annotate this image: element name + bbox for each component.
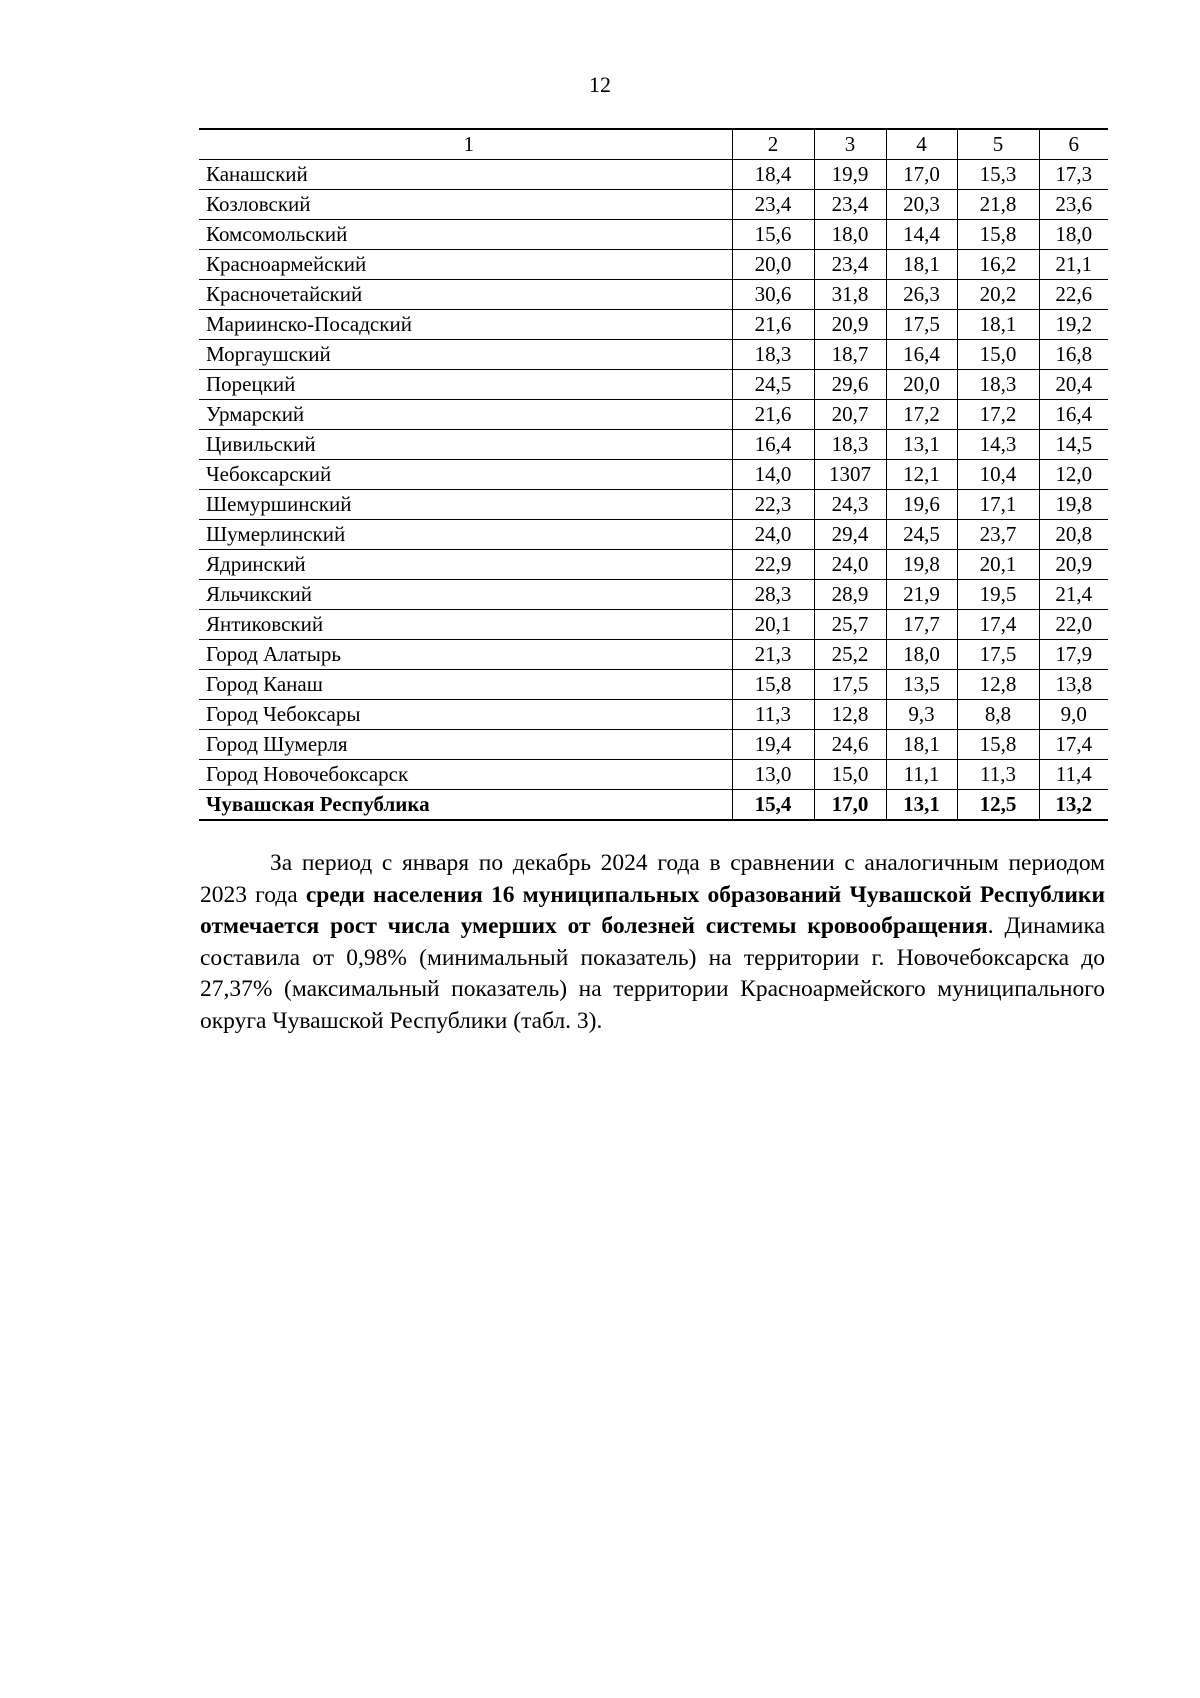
value-cell: 13,1 [886, 430, 957, 460]
table-row [199, 520, 1108, 550]
table-body [199, 129, 1108, 820]
district-name-cell: Яльчикский [199, 580, 732, 610]
value-cell: 17,7 [886, 610, 957, 640]
value-cell: 15,0 [957, 340, 1039, 370]
value-cell: 21,3 [732, 640, 814, 670]
district-name-cell: Город Новочебоксарск [199, 760, 732, 790]
value-cell: 19,9 [814, 160, 886, 190]
table-row [199, 250, 1108, 280]
value-cell: 22,9 [732, 550, 814, 580]
value-cell: 26,3 [886, 280, 957, 310]
value-cell: 17,0 [886, 160, 957, 190]
total-name-cell: Чувашская Республика [199, 790, 732, 821]
value-cell: 17,5 [957, 640, 1039, 670]
table-row [199, 610, 1108, 640]
table-row [199, 580, 1108, 610]
value-cell: 19,5 [957, 580, 1039, 610]
value-cell: 21,9 [886, 580, 957, 610]
table-row [199, 730, 1108, 760]
table-row [199, 160, 1108, 190]
header-cell: 3 [814, 129, 886, 160]
value-cell: 21,8 [957, 190, 1039, 220]
value-cell: 15,8 [957, 220, 1039, 250]
value-cell: 10,4 [957, 460, 1039, 490]
value-cell: 20,7 [814, 400, 886, 430]
district-name-cell: Красночетайский [199, 280, 732, 310]
value-cell: 17,2 [957, 400, 1039, 430]
value-cell: 11,4 [1039, 760, 1108, 790]
header-cell: 5 [957, 129, 1039, 160]
value-cell: 24,3 [814, 490, 886, 520]
value-cell: 25,2 [814, 640, 886, 670]
value-cell: 13,1 [886, 790, 957, 821]
header-cell: 2 [732, 129, 814, 160]
value-cell: 23,7 [957, 520, 1039, 550]
value-cell: 14,3 [957, 430, 1039, 460]
district-name-cell: Красноармейский [199, 250, 732, 280]
table-row [199, 700, 1108, 730]
value-cell: 15,0 [814, 760, 886, 790]
value-cell: 24,0 [732, 520, 814, 550]
value-cell: 15,8 [732, 670, 814, 700]
value-cell: 19,6 [886, 490, 957, 520]
district-name-cell: Чебоксарский [199, 460, 732, 490]
value-cell: 20,9 [1039, 550, 1108, 580]
value-cell: 18,1 [886, 250, 957, 280]
district-name-cell: Город Алатырь [199, 640, 732, 670]
value-cell: 18,0 [814, 220, 886, 250]
value-cell: 22,6 [1039, 280, 1108, 310]
value-cell: 12,0 [1039, 460, 1108, 490]
value-cell: 23,4 [814, 250, 886, 280]
value-cell: 16,2 [957, 250, 1039, 280]
value-cell: 17,5 [814, 670, 886, 700]
value-cell: 17,5 [886, 310, 957, 340]
header-cell: 1 [199, 129, 732, 160]
value-cell: 16,4 [886, 340, 957, 370]
table-row [199, 430, 1108, 460]
value-cell: 23,4 [732, 190, 814, 220]
table-row [199, 640, 1108, 670]
district-name-cell: Шумерлинский [199, 520, 732, 550]
value-cell: 18,3 [957, 370, 1039, 400]
table-header-row [199, 129, 1108, 160]
table-row [199, 340, 1108, 370]
value-cell: 17,9 [1039, 640, 1108, 670]
value-cell: 11,3 [732, 700, 814, 730]
value-cell: 12,8 [957, 670, 1039, 700]
value-cell: 29,6 [814, 370, 886, 400]
district-name-cell: Ядринский [199, 550, 732, 580]
value-cell: 21,4 [1039, 580, 1108, 610]
value-cell: 17,4 [957, 610, 1039, 640]
district-name-cell: Город Шумерля [199, 730, 732, 760]
value-cell: 19,4 [732, 730, 814, 760]
value-cell: 20,3 [886, 190, 957, 220]
value-cell: 14,5 [1039, 430, 1108, 460]
value-cell: 12,1 [886, 460, 957, 490]
district-name-cell: Город Канаш [199, 670, 732, 700]
table-row [199, 550, 1108, 580]
value-cell: 17,0 [814, 790, 886, 821]
value-cell: 20,2 [957, 280, 1039, 310]
district-name-cell: Урмарский [199, 400, 732, 430]
paragraph-text: . Динамика составила от 0,98% (минимальный показатель) на территории г. Новочебоксарска до 27,37% (максимальный показатель) на территории Красноармейского муниципального округа Чувашской Республики (табл. 3). [200, 913, 1105, 1034]
value-cell: 12,8 [814, 700, 886, 730]
value-cell: 18,1 [886, 730, 957, 760]
header-cell: 6 [1039, 129, 1108, 160]
paragraph-text: За период с января по декабрь 2024 года в сравнении с аналогичным периодом 2023 года [200, 850, 1105, 908]
table-total-row [199, 790, 1108, 821]
district-name-cell: Янтиковский [199, 610, 732, 640]
value-cell: 20,1 [732, 610, 814, 640]
district-name-cell: Мариинско-Посадский [199, 310, 732, 340]
value-cell: 17,1 [957, 490, 1039, 520]
table-row [199, 220, 1108, 250]
value-cell: 21,6 [732, 400, 814, 430]
value-cell: 25,7 [814, 610, 886, 640]
body-paragraph [200, 848, 1105, 1037]
value-cell: 14,0 [732, 460, 814, 490]
district-name-cell: Порецкий [199, 370, 732, 400]
value-cell: 8,8 [957, 700, 1039, 730]
header-cell: 4 [886, 129, 957, 160]
value-cell: 18,4 [732, 160, 814, 190]
district-name-cell: Цивильский [199, 430, 732, 460]
value-cell: 18,1 [957, 310, 1039, 340]
value-cell: 23,6 [1039, 190, 1108, 220]
value-cell: 22,3 [732, 490, 814, 520]
value-cell: 23,4 [814, 190, 886, 220]
value-cell: 24,5 [732, 370, 814, 400]
value-cell: 18,3 [814, 430, 886, 460]
district-name-cell: Моргаушский [199, 340, 732, 370]
value-cell: 9,3 [886, 700, 957, 730]
district-name-cell: Шемуршинский [199, 490, 732, 520]
value-cell: 18,0 [886, 640, 957, 670]
value-cell: 30,6 [732, 280, 814, 310]
district-name-cell: Козловский [199, 190, 732, 220]
value-cell: 21,1 [1039, 250, 1108, 280]
value-cell: 11,1 [886, 760, 957, 790]
value-cell: 13,8 [1039, 670, 1108, 700]
value-cell: 15,4 [732, 790, 814, 821]
value-cell: 19,8 [886, 550, 957, 580]
table-row [199, 400, 1108, 430]
value-cell: 24,5 [886, 520, 957, 550]
value-cell: 19,8 [1039, 490, 1108, 520]
district-name-cell: Комсомольский [199, 220, 732, 250]
value-cell: 16,4 [732, 430, 814, 460]
value-cell: 24,0 [814, 550, 886, 580]
table-row [199, 310, 1108, 340]
value-cell: 18,0 [1039, 220, 1108, 250]
value-cell: 11,3 [957, 760, 1039, 790]
value-cell: 20,1 [957, 550, 1039, 580]
value-cell: 22,0 [1039, 610, 1108, 640]
value-cell: 17,2 [886, 400, 957, 430]
value-cell: 20,9 [814, 310, 886, 340]
value-cell: 20,8 [1039, 520, 1108, 550]
table-row [199, 670, 1108, 700]
value-cell: 28,9 [814, 580, 886, 610]
value-cell: 20,4 [1039, 370, 1108, 400]
value-cell: 16,8 [1039, 340, 1108, 370]
value-cell: 20,0 [732, 250, 814, 280]
value-cell: 18,7 [814, 340, 886, 370]
table-row [199, 460, 1108, 490]
value-cell: 24,6 [814, 730, 886, 760]
value-cell: 20,0 [886, 370, 957, 400]
table-row [199, 490, 1108, 520]
value-cell: 29,4 [814, 520, 886, 550]
table-row [199, 280, 1108, 310]
value-cell: 15,3 [957, 160, 1039, 190]
value-cell: 21,6 [732, 310, 814, 340]
table-row [199, 370, 1108, 400]
value-cell: 1307 [814, 460, 886, 490]
value-cell: 18,3 [732, 340, 814, 370]
value-cell: 14,4 [886, 220, 957, 250]
value-cell: 28,3 [732, 580, 814, 610]
mortality-table [199, 128, 1108, 821]
page-number: 12 [589, 72, 611, 97]
value-cell: 15,8 [957, 730, 1039, 760]
district-name-cell: Город Чебоксары [199, 700, 732, 730]
table-row [199, 190, 1108, 220]
value-cell: 13,0 [732, 760, 814, 790]
value-cell: 13,5 [886, 670, 957, 700]
value-cell: 16,4 [1039, 400, 1108, 430]
value-cell: 19,2 [1039, 310, 1108, 340]
value-cell: 12,5 [957, 790, 1039, 821]
value-cell: 17,3 [1039, 160, 1108, 190]
value-cell: 13,2 [1039, 790, 1108, 821]
value-cell: 31,8 [814, 280, 886, 310]
table-row [199, 760, 1108, 790]
district-name-cell: Канашский [199, 160, 732, 190]
value-cell: 9,0 [1039, 700, 1108, 730]
value-cell: 17,4 [1039, 730, 1108, 760]
value-cell: 15,6 [732, 220, 814, 250]
paragraph-bold-text: среди населения 16 муниципальных образований Чувашской Республики отмечается рост числа умерших от болезней системы кровообращения [200, 881, 1106, 939]
